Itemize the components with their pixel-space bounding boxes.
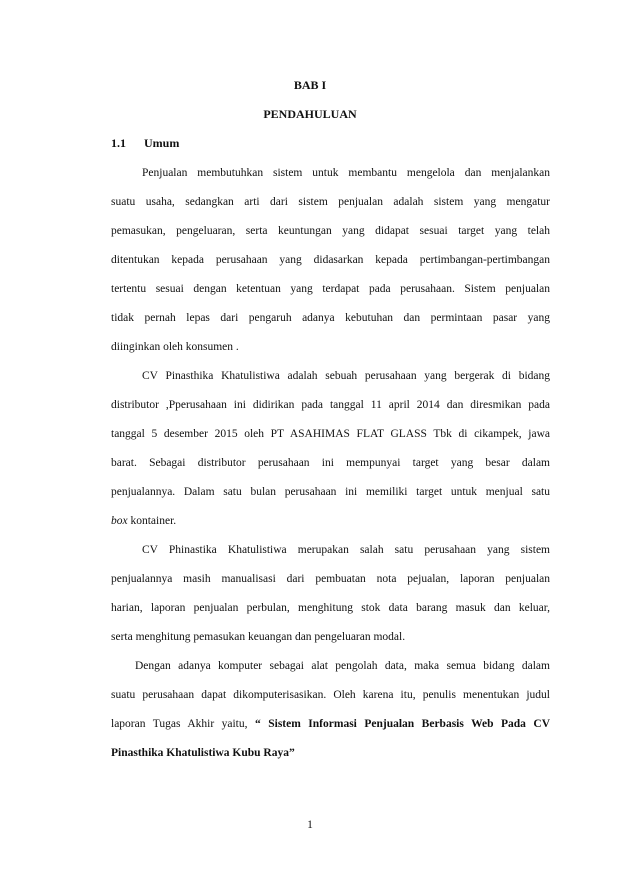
- paragraph-4-line-4: [111, 745, 550, 761]
- title-intro-text: laporan Tugas Akhir yaitu,: [111, 718, 255, 730]
- kontainer-text: kontainer.: [127, 515, 177, 527]
- chapter-number: BAB I: [293, 78, 327, 92]
- paragraph-4-line-3: [111, 716, 550, 732]
- paragraph-3-line-4: serta menghitung pemasukan keuangan dan pengeluaran modal.: [111, 631, 406, 643]
- chapter-title: PENDAHULUAN: [263, 107, 357, 121]
- thesis-title-part-1: “ Sistem Informasi Penjualan Berbasis Web Pada CV: [255, 718, 550, 730]
- paragraph-2-line-2: distributor ,Pperusahaan ini didirikan pada tanggal 11 april 2014 dan diresmikan pada: [111, 399, 550, 411]
- box-word: box: [111, 515, 128, 527]
- paragraph-4-line-2: suatu perusahaan dapat dikomputerisasikan. Oleh karena itu, penulis menentukan judul: [111, 689, 550, 701]
- paragraph-3-line-3: harian, laporan penjualan perbulan, menghitung stok data barang masuk dan keluar,: [111, 602, 550, 614]
- paragraph-1-line-7: diinginkan oleh konsumen .: [111, 341, 239, 353]
- paragraph-1-line-4: ditentukan kepada perusahaan yang didasarkan kepada pertimbangan-pertimbangan: [111, 254, 550, 266]
- section-number: 1.1: [111, 136, 126, 150]
- paragraph-2-line-5: penjualannya. Dalam satu bulan perusahaan ini memiliki target untuk menjual satu: [111, 486, 550, 498]
- section-title: Umum: [144, 136, 180, 150]
- paragraph-1-line-5: tertentu sesuai dengan ketentuan yang terdapat pada perusahaan. Sistem penjualan: [111, 283, 550, 295]
- paragraph-1-line-3: pemasukan, pengeluaran, serta keuntungan yang didapat sesuai target yang telah: [111, 225, 550, 237]
- thesis-title-part-2: Pinasthika Khatulistiwa Kubu Raya”: [111, 747, 295, 759]
- paragraph-4-line-1: Dengan adanya komputer sebagai alat pengolah data, maka semua bidang dalam: [135, 660, 550, 672]
- section-heading: [111, 136, 179, 151]
- page-number: 1: [307, 819, 313, 831]
- paragraph-2-line-1: CV Pinasthika Khatulistiwa adalah sebuah perusahaan yang bergerak di bidang: [142, 370, 550, 382]
- paragraph-3-line-2: penjualannya masih manualisasi dari pembuatan nota pejualan, laporan penjualan: [111, 573, 550, 585]
- paragraph-1-line-6: tidak pernah lepas dari pengaruh adanya kebutuhan dan permintaan pasar yang: [111, 312, 550, 324]
- paragraph-2-line-3: tanggal 5 desember 2015 oleh PT ASAHIMAS FLAT GLASS Tbk di cikampek, jawa: [111, 428, 550, 440]
- paragraph-2-line-4: barat. Sebagai distributor perusahaan ini mempunyai target yang besar dalam: [111, 457, 550, 469]
- paragraph-1-line-1: Penjualan membutuhkan sistem untuk membantu mengelola dan menjalankan: [142, 167, 550, 179]
- paragraph-1-line-2: suatu usaha, sedangkan arti dari sistem penjualan adalah sistem yang mengatur: [111, 196, 550, 208]
- paragraph-3-line-1: CV Phinastika Khatulistiwa merupakan salah satu perusahaan yang sistem: [142, 544, 550, 556]
- paragraph-2-line-6: [111, 513, 550, 529]
